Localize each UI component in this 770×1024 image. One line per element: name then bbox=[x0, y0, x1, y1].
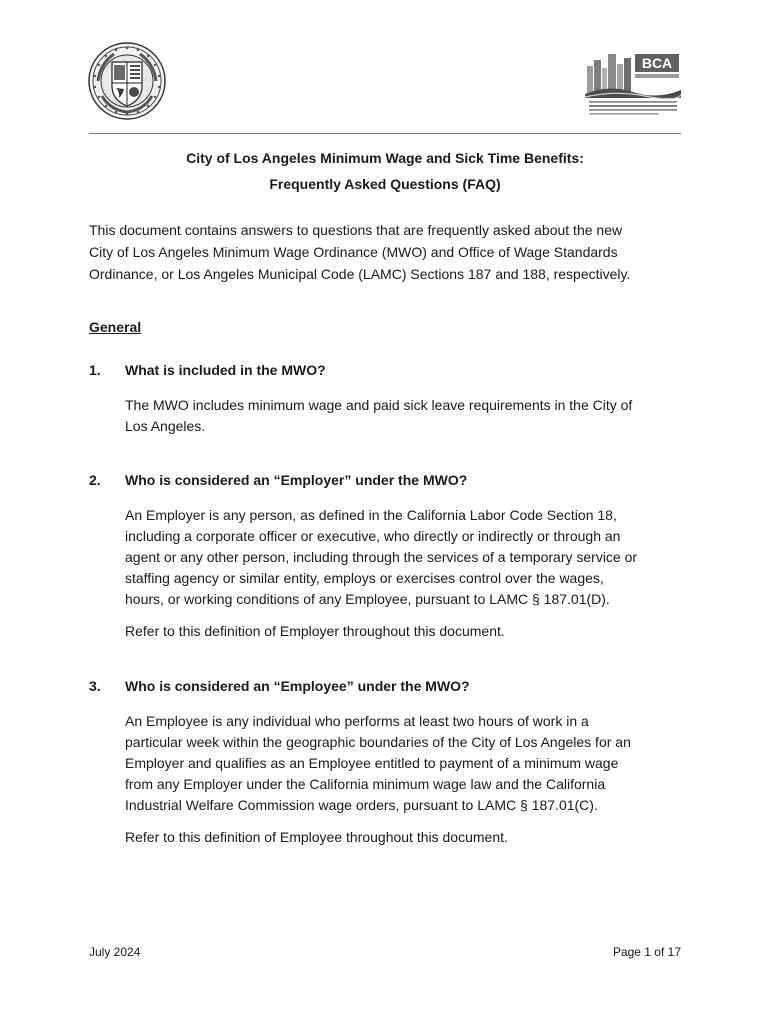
answer-line: including a corporate officer or executive, who directly or indirectly or through an bbox=[125, 528, 621, 544]
question-title: Who is considered an “Employee” under the MWO? bbox=[125, 678, 470, 694]
answer-line: hours, or working conditions of any Employee, pursuant to LAMC § 187.01(D). bbox=[125, 591, 610, 607]
answer-line: The MWO includes minimum wage and paid sick leave requirements in the City of bbox=[125, 397, 633, 413]
question-title: What is included in the MWO? bbox=[125, 362, 326, 378]
question-number: 2. bbox=[89, 472, 101, 488]
question-number: 3. bbox=[89, 678, 101, 694]
answer-line: particular week within the geographic boundaries of the City of Los Angeles for an bbox=[125, 734, 631, 750]
city-seal-icon bbox=[88, 42, 166, 120]
answer-paragraph bbox=[125, 621, 685, 642]
intro-line: City of Los Angeles Minimum Wage Ordinance (MWO) and Office of Wage Standards bbox=[89, 244, 618, 260]
footer-page-number: Page 1 of 17 bbox=[612, 945, 681, 959]
answer-line: An Employer is any person, as defined in the California Labor Code Section 18, bbox=[125, 507, 617, 523]
footer-date: July 2024 bbox=[89, 945, 141, 959]
title-line: City of Los Angeles Minimum Wage and Sick Time Benefits: bbox=[186, 150, 584, 166]
question-title: Who is considered an “Employer” under the MWO? bbox=[125, 472, 468, 488]
section-heading-general: General bbox=[89, 319, 142, 335]
bca-logo-icon bbox=[585, 46, 681, 120]
intro-line: This document contains answers to questions that are frequently asked about the new bbox=[89, 222, 623, 238]
header-divider bbox=[89, 133, 681, 134]
question-number: 1. bbox=[89, 362, 101, 378]
answer-line: Refer to this definition of Employee throughout this document. bbox=[125, 829, 508, 845]
answer-line: staffing agency or similar entity, employs or exercises control over the wages, bbox=[125, 570, 604, 586]
svg-text:BCA: BCA bbox=[641, 55, 673, 71]
answer-line: Los Angeles. bbox=[125, 418, 206, 434]
answer-line: Employer and qualifies as an Employee entitled to payment of a minimum wage bbox=[125, 755, 619, 771]
answer-line: agent or any other person, including through the services of a temporary service or bbox=[125, 549, 638, 565]
answer-paragraph bbox=[125, 505, 685, 610]
answer-paragraph bbox=[125, 711, 685, 816]
answer-line: An Employee is any individual who performs at least two hours of work in a bbox=[125, 713, 589, 729]
answer-line: Refer to this definition of Employer throughout this document. bbox=[125, 623, 505, 639]
subtitle-line: Frequently Asked Questions (FAQ) bbox=[269, 176, 501, 192]
answer-line: Industrial Welfare Commission wage orders, pursuant to LAMC § 187.01(C). bbox=[125, 797, 598, 813]
intro-paragraph bbox=[89, 219, 689, 285]
intro-line: Ordinance, or Los Angeles Municipal Code (LAMC) Sections 187 and 188, respectively. bbox=[89, 266, 631, 282]
answer-line: from any Employer under the California minimum wage law and the California bbox=[125, 776, 606, 792]
answer-paragraph bbox=[125, 395, 685, 437]
answer-paragraph bbox=[125, 827, 685, 848]
document-title bbox=[89, 148, 681, 200]
